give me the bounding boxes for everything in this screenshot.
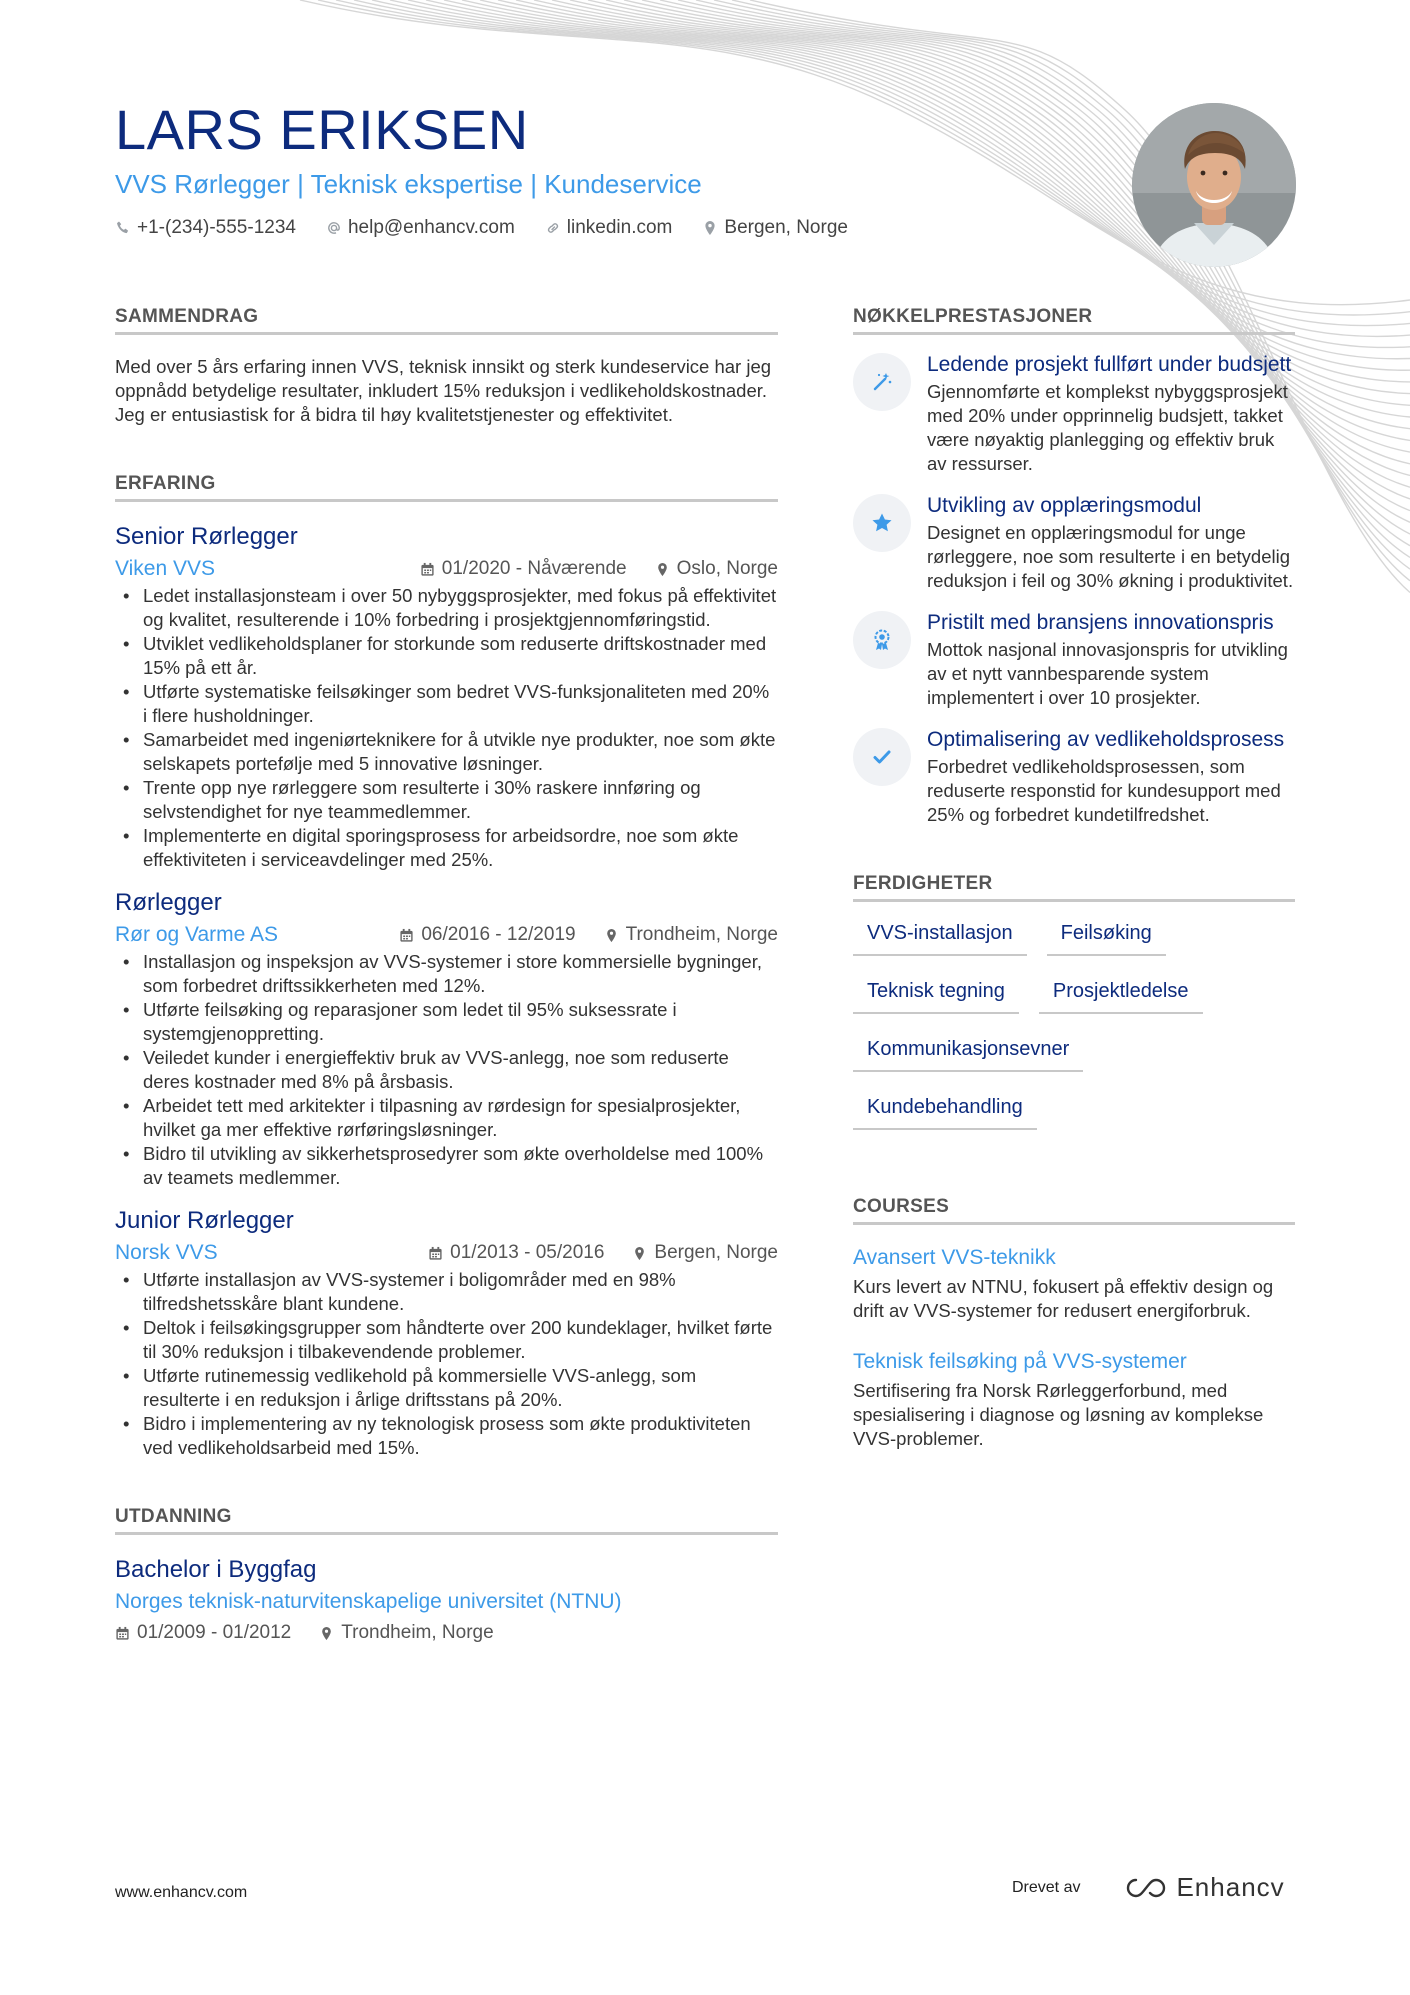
left-column: [115, 306, 778, 1645]
job-bullet: • Utviklet vedlikeholdsplaner for storkunde som reduserte driftskostnader med 15% på ett år.: [115, 632, 778, 680]
course-desc: Kurs levert av NTNU, fokusert på effektiv design og drift av VVS-systemer for redusert energiforbruk.: [853, 1276, 1274, 1321]
education-dates-text: 01/2009 - 01/2012: [137, 1622, 292, 1643]
job-title: Rørlegger: [115, 889, 222, 916]
achievement-title: Ledende prosjekt fullført under budsjett: [927, 353, 1292, 376]
job-meta: [115, 556, 778, 582]
job-entry: [115, 888, 778, 1190]
job-bullet: • Ledet installasjonsteam i over 50 nybyggsprosjekter, med fokus på effektivitet og kvalitet, resulterende i 10% forbedring i prosjektgjennomføringstid.: [115, 584, 778, 632]
achievement-item: [853, 492, 1295, 593]
job-bullet: • Utførte installasjon av VVS-systemer i boligområder med en 98% tilfredshetsskåre blant kundene.: [115, 1268, 778, 1316]
contact-location-text: Bergen, Norge: [724, 217, 848, 238]
job-bullet: • Arbeidet tett med arkitekter i tilpasning av rørdesign for spesialprosjekter, hvilket ga mer effektive rørføringsløsninger.: [115, 1094, 778, 1142]
job-location-text: Trondheim, Norge: [625, 924, 778, 945]
achievement-title: Pristilt med bransjens innovationspris: [927, 611, 1274, 634]
checkmark-icon: [871, 746, 893, 768]
job-location: [604, 922, 778, 948]
contact-email-text: help@enhancv.com: [347, 217, 515, 238]
company-name: Norsk VVS: [115, 1241, 218, 1264]
achievement-desc: Forbedret vedlikeholdsprosessen, som reduserte responstid for kundesupport med 25% og forbedret kundetilfredshet.: [927, 756, 1281, 825]
achievement-item: [853, 726, 1295, 827]
skill-tag: Prosjektledelse: [1039, 978, 1203, 1014]
job-bullet: • Samarbeidet med ingeniørteknikere for å utvikle nye produkter, noe som økte selskapets portefølje med 5 innovative løsninger.: [115, 728, 778, 776]
contact-location: [702, 216, 848, 240]
job-dates: [399, 922, 575, 948]
achievements-list: [853, 351, 1295, 827]
skill-tag: Kommunikasjonsevner: [853, 1036, 1083, 1072]
achievement-body: [927, 609, 1295, 710]
achievement-title: Utvikling av opplæringsmodul: [927, 494, 1202, 517]
job-bullet: • Utførte rutinemessig vedlikehold på kommersielle VVS-anlegg, som resulterte i en reduksjon i årlige driftsstans på 20%.: [115, 1364, 778, 1412]
job-dates: [428, 1240, 604, 1266]
powered-by-label: Drevet av: [1012, 1878, 1081, 1896]
course-item: [853, 1349, 1295, 1451]
job-dates: [420, 556, 627, 582]
job-bullet: • Utførte systematiske feilsøkinger som bedret VVS-funksjonaliteten med 20% i flere husholdninger.: [115, 680, 778, 728]
calendar-icon: [115, 1626, 130, 1641]
award-icon: [871, 628, 893, 652]
resume-header: [115, 98, 1095, 240]
summary-title: SAMMENDRAG: [115, 306, 778, 335]
skill-tag: Feilsøking: [1047, 920, 1166, 956]
contact-row: [115, 216, 1095, 240]
education-dates: [115, 1621, 291, 1645]
course-item: [853, 1245, 1295, 1323]
achievement-desc: Designet en opplæringsmodul for unge rørleggere, noe som resulterte i en betydelig reduksjon i feil og 30% økning i produktivitet.: [927, 522, 1294, 591]
achievement-icon-badge: [853, 728, 911, 786]
job-meta: [115, 1240, 778, 1266]
job-entry: [115, 1206, 778, 1460]
company-name: Rør og Varme AS: [115, 923, 278, 946]
calendar-icon: [420, 562, 435, 577]
location-pin-icon: [702, 220, 718, 236]
calendar-icon: [399, 928, 414, 943]
job-bullet: • Veiledet kunder i energieffektiv bruk av VVS-anlegg, noe som reduserte deres kostnader med 8% på årsbasis.: [115, 1046, 778, 1094]
school-name: Norges teknisk-naturvitenskapelige universitet (NTNU): [115, 1590, 622, 1613]
achievement-icon-badge: [853, 353, 911, 411]
job-location-text: Oslo, Norge: [676, 558, 778, 579]
location-pin-icon: [319, 1626, 334, 1641]
achievement-icon-badge: [853, 611, 911, 669]
job-bullet: • Deltok i feilsøkingsgrupper som håndterte over 200 kundeklager, hvilket førte til 30% reduksjon i tilbakevendende problemer.: [115, 1316, 778, 1364]
achievement-body: [927, 492, 1295, 593]
achievement-body: [927, 726, 1295, 827]
job-dates-text: 01/2013 - 05/2016: [450, 1242, 605, 1263]
summary-text: Med over 5 års erfaring innen VVS, teknisk innsikt og sterk kundeservice har jeg oppnådd betydelige resultater, inkludert 15% reduksjon i vedlikeholdskostnader. Jeg er entusiastisk for å bidra til høy kvalitetstjenester og effektivitet.: [115, 356, 772, 425]
link-icon: [545, 220, 561, 236]
achievement-title: Optimalisering av vedlikeholdsprosess: [927, 728, 1285, 751]
skill-tag: Kundebehandling: [853, 1094, 1037, 1130]
achievement-item: [853, 351, 1295, 476]
course-title: Teknisk feilsøking på VVS-systemer: [853, 1350, 1187, 1373]
skills-list: [853, 920, 1295, 1130]
headline: VVS Rørlegger | Teknisk ekspertise | Kundeservice: [115, 169, 702, 199]
job-bullet: • Installasjon og inspeksjon av VVS-systemer i store kommersielle bygninger, som forbedret driftssikkerheten med 12%.: [115, 950, 778, 998]
candidate-name: LARS ERIKSEN: [115, 98, 529, 161]
calendar-icon: [428, 1246, 443, 1261]
job-bullets: [115, 1268, 778, 1460]
job-bullets: [115, 584, 778, 872]
contact-linkedin-text: linkedin.com: [566, 217, 673, 238]
achievements-title: NØKKELPRESTASJONER: [853, 306, 1295, 335]
skills-title: FERDIGHETER: [853, 873, 1295, 902]
enhancv-logo[interactable]: [1124, 1872, 1284, 1903]
phone-icon: [115, 220, 131, 236]
summary-section: [115, 306, 778, 427]
education-location: [319, 1621, 493, 1645]
courses-title: COURSES: [853, 1196, 1295, 1225]
infinity-logo-icon: [1124, 1876, 1168, 1900]
job-bullets: [115, 950, 778, 1190]
job-location: [632, 1240, 778, 1266]
achievements-section: [853, 306, 1295, 827]
job-bullet: • Bidro til utvikling av sikkerhetsprosedyrer som økte overholdelse med 100% av teamets medlemmer.: [115, 1142, 778, 1190]
company-name: Viken VVS: [115, 557, 216, 580]
experience-title: ERFARING: [115, 473, 778, 502]
education-section: [115, 1506, 778, 1645]
contact-phone[interactable]: [115, 216, 296, 240]
experience-section: [115, 473, 778, 1460]
job-title: Junior Rørlegger: [115, 1207, 294, 1234]
skill-tag: Teknisk tegning: [853, 978, 1019, 1014]
achievement-desc: Gjennomførte et komplekst nybyggsprosjekt med 20% under opprinnelig budsjett, takket være nøyaktig planlegging og effektiv bruk av ressurser.: [927, 381, 1288, 474]
location-pin-icon: [604, 928, 619, 943]
footer-branding: [1012, 1872, 1285, 1903]
job-bullet: • Bidro i implementering av ny teknologisk prosess som økte produktiviteten ved vedlikeholdsarbeid med 15%.: [115, 1412, 778, 1460]
achievement-item: [853, 609, 1295, 710]
job-title: Senior Rørlegger: [115, 523, 298, 550]
location-pin-icon: [632, 1246, 647, 1261]
brand-name: Enhancv: [1176, 1872, 1285, 1902]
location-pin-icon: [655, 562, 670, 577]
job-location-text: Bergen, Norge: [654, 1242, 778, 1263]
contact-email[interactable]: [326, 216, 515, 240]
job-meta-right: [420, 556, 778, 582]
avatar: [1132, 103, 1296, 267]
course-title: Avansert VVS-teknikk: [853, 1246, 1056, 1269]
achievement-icon-badge: [853, 494, 911, 552]
job-meta: [115, 922, 778, 948]
education-location-text: Trondheim, Norge: [341, 1622, 494, 1643]
education-title: UTDANNING: [115, 1506, 778, 1535]
achievement-body: [927, 351, 1295, 476]
job-bullet: • Trente opp nye rørleggere som resulterte i 30% raskere innføring og selvstendighet for nye teammedlemmer.: [115, 776, 778, 824]
job-bullet: • Implementerte en digital sporingsprosess for arbeidsordre, noe som økte effektiviteten i serviceavdelinger med 25%.: [115, 824, 778, 872]
degree-title: Bachelor i Byggfag: [115, 1556, 317, 1583]
skills-section: [853, 873, 1295, 1130]
job-meta-right: [399, 922, 778, 948]
job-bullet: • Utførte feilsøking og reparasjoner som ledet til 95% suksessrate i systemgjenoppretting.: [115, 998, 778, 1046]
contact-linkedin[interactable]: [545, 216, 673, 240]
skill-tag: VVS-installasjon: [853, 920, 1027, 956]
job-dates-text: 06/2016 - 12/2019: [421, 924, 576, 945]
education-meta: [115, 1621, 778, 1645]
achievement-desc: Mottok nasjonal innovasjonspris for utvikling av et nytt vannbesparende system implementert i over 10 prosjekter.: [927, 639, 1288, 708]
at-icon: [326, 220, 342, 236]
right-column: [853, 306, 1295, 1451]
job-entry: [115, 522, 778, 872]
job-dates-text: 01/2020 - Nåværende: [441, 558, 627, 579]
contact-phone-text: +1-(234)-555-1234: [137, 217, 296, 238]
footer-website[interactable]: www.enhancv.com: [115, 1884, 248, 1901]
wand-icon: [871, 371, 893, 393]
job-location: [655, 556, 778, 582]
courses-section: [853, 1196, 1295, 1451]
star-icon: [870, 511, 894, 535]
job-meta-right: [428, 1240, 778, 1266]
course-desc: Sertifisering fra Norsk Rørleggerforbund, med spesialisering i diagnose og løsning av komplekse VVS-problemer.: [853, 1380, 1264, 1449]
